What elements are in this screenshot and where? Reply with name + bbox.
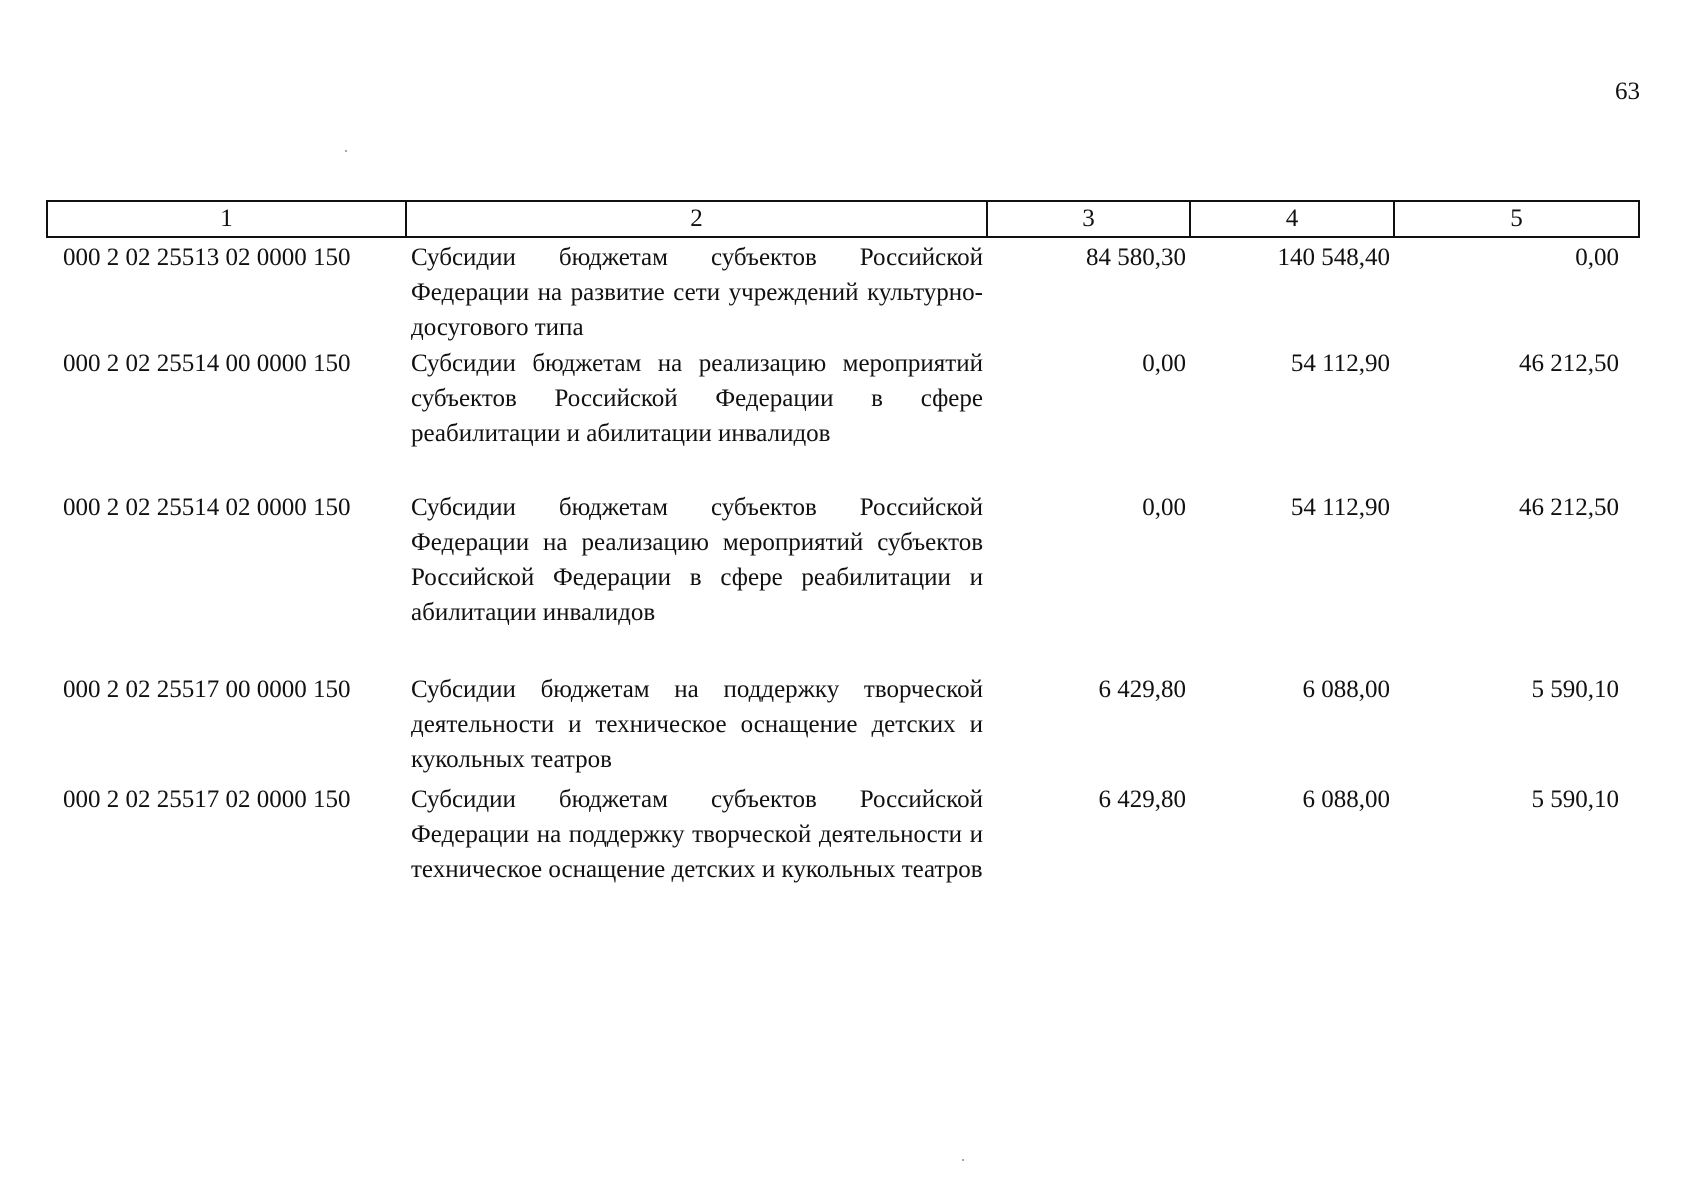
table-row — [47, 237, 1639, 346]
scan-speck — [962, 1159, 964, 1161]
value-col4: 140 548,40 — [1277, 244, 1390, 271]
value-col3: 0,00 — [1142, 494, 1186, 521]
value-col3: 6 429,80 — [1098, 676, 1186, 703]
table-row — [47, 782, 1639, 926]
row-description: Субсидии бюджетам на поддержку творческой деятельности и техническое оснащение детских и кукольных театров — [411, 676, 983, 773]
table-row — [47, 672, 1639, 782]
value-col5: 5 590,10 — [1531, 786, 1619, 813]
table-row — [47, 490, 1639, 672]
row-description: Субсидии бюджетам субъектов Российской Федерации на развитие сети учреждений культурно-досугового типа — [411, 244, 983, 341]
header-cell-3: 3 — [987, 201, 1190, 237]
table-body — [47, 237, 1639, 926]
value-col3: 84 580,30 — [1086, 244, 1186, 271]
table-header — [47, 201, 1639, 237]
value-col4: 54 112,90 — [1290, 350, 1390, 377]
value-col4: 6 088,00 — [1302, 676, 1390, 703]
value-col5: 5 590,10 — [1531, 676, 1619, 703]
header-row — [47, 201, 1639, 237]
row-description: Субсидии бюджетам субъектов Российской Федерации на поддержку творческой деятельности и техническое оснащение детских и кукольных театров — [411, 786, 983, 883]
header-cell-4: 4 — [1190, 201, 1394, 237]
value-col5: 46 212,50 — [1519, 494, 1619, 521]
value-col3: 0,00 — [1142, 350, 1186, 377]
budget-code: 000 2 02 25514 00 0000 150 — [63, 350, 351, 377]
value-col5: 0,00 — [1575, 244, 1619, 271]
budget-code: 000 2 02 25514 02 0000 150 — [63, 494, 351, 521]
budget-code: 000 2 02 25513 02 0000 150 — [63, 244, 351, 271]
table-row — [47, 346, 1639, 490]
header-cell-1: 1 — [47, 201, 406, 237]
value-col4: 54 112,90 — [1290, 494, 1390, 521]
budget-table — [46, 200, 1640, 926]
budget-code: 000 2 02 25517 02 0000 150 — [63, 786, 351, 813]
row-description: Субсидии бюджетам субъектов Российской Федерации на реализацию мероприятий субъектов Российской Федерации в сфере реабилитации и абилитации инвалидов — [411, 494, 983, 626]
row-description: Субсидии бюджетам на реализацию мероприятий субъектов Российской Федерации в сфере реабилитации и абилитации инвалидов — [411, 350, 983, 447]
value-col4: 6 088,00 — [1302, 786, 1390, 813]
budget-code: 000 2 02 25517 00 0000 150 — [63, 676, 351, 703]
header-cell-2: 2 — [406, 201, 987, 237]
page-number: 63 — [1615, 78, 1640, 105]
header-cell-5: 5 — [1394, 201, 1639, 237]
value-col5: 46 212,50 — [1519, 350, 1619, 377]
value-col3: 6 429,80 — [1098, 786, 1186, 813]
scan-speck — [345, 150, 347, 152]
